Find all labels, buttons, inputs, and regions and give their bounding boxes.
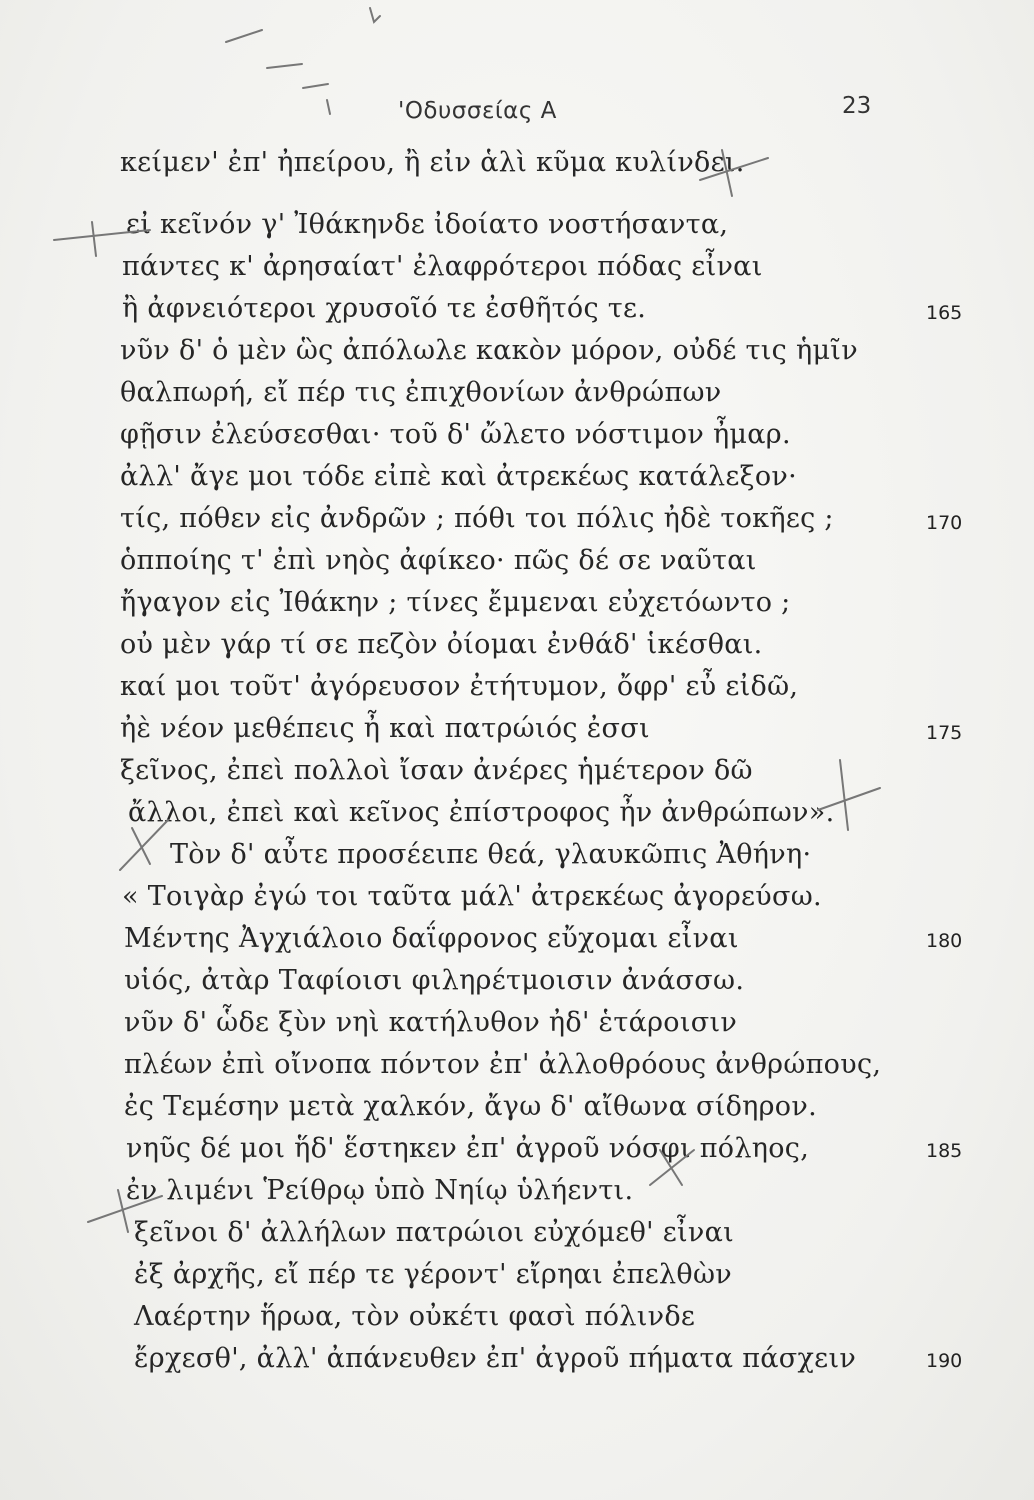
verse-line: φῇσιν ἐλεύσεσθαι· τοῦ δ' ὤλετο νόστιμον ἦμαρ. xyxy=(120,419,791,450)
line-number: 165 xyxy=(926,302,963,324)
verse-line: νῦν δ' ὧδε ξὺν νηὶ κατήλυθον ἠδ' ἑτάροισιν xyxy=(124,1007,738,1038)
verse-line: ἐξ ἀρχῆς, εἴ πέρ τε γέροντ' εἴρηαι ἐπελθὼν xyxy=(134,1259,732,1290)
verse-line: υἱός, ἀτὰρ Ταφίοισι φιληρέτμοισιν ἀνάσσω. xyxy=(124,965,745,996)
running-header-title: 'Οδυσσείας Α xyxy=(398,98,557,124)
verse-line: ἢ ἀφνειότεροι χρυσοῖό τε ἐσθῆτός τε. xyxy=(122,293,647,324)
line-number: 170 xyxy=(926,512,963,534)
verse-line: ἐν λιμένι Ῥείθρῳ ὑπὸ Νηίῳ ὑλήεντι. xyxy=(126,1175,634,1206)
verse-line: Τὸν δ' αὖτε προσέειπε θεά, γλαυκῶπις Ἀθήνη· xyxy=(170,839,812,870)
verse-line: ἐς Τεμέσην μετὰ χαλκόν, ἄγω δ' αἴθωνα σίδηρον. xyxy=(124,1091,817,1122)
verse-line: ξεῖνος, ἐπεὶ πολλοὶ ἴσαν ἀνέρες ἡμέτερον δῶ xyxy=(120,755,753,786)
verse-line: καί μοι τοῦτ' ἀγόρευσον ἐτήτυμον, ὄφρ' εὖ εἰδῶ, xyxy=(120,671,799,702)
verse-line: κείμεν' ἐπ' ἠπείρου, ἢ εἰν ἁλὶ κῦμα κυλίνδει. xyxy=(120,147,745,178)
verse-line: εἰ κεῖνόν γ' Ἰθάκηνδε ἰδοίατο νοστήσαντα, xyxy=(126,209,729,240)
verse-line: ἤγαγον εἰς Ἰθάκην ; τίνες ἔμμεναι εὐχετόωντο ; xyxy=(120,587,791,618)
page-number: 23 xyxy=(842,93,872,119)
verse-line: ἠὲ νέον μεθέπεις ἦ καὶ πατρώιός ἐσσι xyxy=(120,713,650,744)
verse-line: « Τοιγὰρ ἐγώ τοι ταῦτα μάλ' ἀτρεκέως ἀγορεύσω. xyxy=(122,881,822,912)
verse-line: οὐ μὲν γάρ τί σε πεζὸν ὀίομαι ἐνθάδ' ἱκέσθαι. xyxy=(120,629,763,660)
verse-line: νηῦς δέ μοι ἥδ' ἕστηκεν ἐπ' ἀγροῦ νόσφι πόληος, xyxy=(126,1133,810,1164)
verse-line: ἄλλοι, ἐπεὶ καὶ κεῖνος ἐπίστροφος ἦν ἀνθρώπων». xyxy=(128,797,835,828)
line-number: 180 xyxy=(926,930,963,952)
line-number: 190 xyxy=(926,1350,963,1372)
verse-line: ἔρχεσθ', ἀλλ' ἀπάνευθεν ἐπ' ἀγροῦ πήματα πάσχειν xyxy=(134,1343,857,1374)
line-number: 185 xyxy=(926,1140,963,1162)
verse-line: πλέων ἐπὶ οἴνοπα πόντον ἐπ' ἀλλοθρόους ἀνθρώπους, xyxy=(124,1049,882,1080)
verse-line: ἀλλ' ἄγε μοι τόδε εἰπὲ καὶ ἀτρεκέως κατάλεξον· xyxy=(120,461,797,492)
verse-line: τίς, πόθεν εἰς ἀνδρῶν ; πόθι τοι πόλις ἠδὲ τοκῆες ; xyxy=(120,503,834,534)
verse-line: θαλπωρή, εἴ πέρ τις ἐπιχθονίων ἀνθρώπων xyxy=(120,377,722,408)
verse-line: ξεῖνοι δ' ἀλλήλων πατρώιοι εὐχόμεθ' εἶναι xyxy=(134,1217,735,1248)
line-number: 175 xyxy=(926,722,963,744)
verse-line: πάντες κ' ἀρησαίατ' ἐλαφρότεροι πόδας εἶναι xyxy=(122,251,763,282)
verse-line: Μέντης Ἀγχιάλοιο δαΐφρονος εὔχομαι εἶναι xyxy=(124,923,739,954)
verse-line: νῦν δ' ὁ μὲν ὣς ἀπόλωλε κακὸν μόρον, οὐδέ τις ἡμῖν xyxy=(120,335,858,366)
verse-line: ὁπποίης τ' ἐπὶ νηὸς ἀφίκεο· πῶς δέ σε ναῦται xyxy=(120,545,757,576)
verse-line: Λαέρτην ἥρωα, τὸν οὐκέτι φασὶ πόλινδε xyxy=(134,1301,696,1332)
